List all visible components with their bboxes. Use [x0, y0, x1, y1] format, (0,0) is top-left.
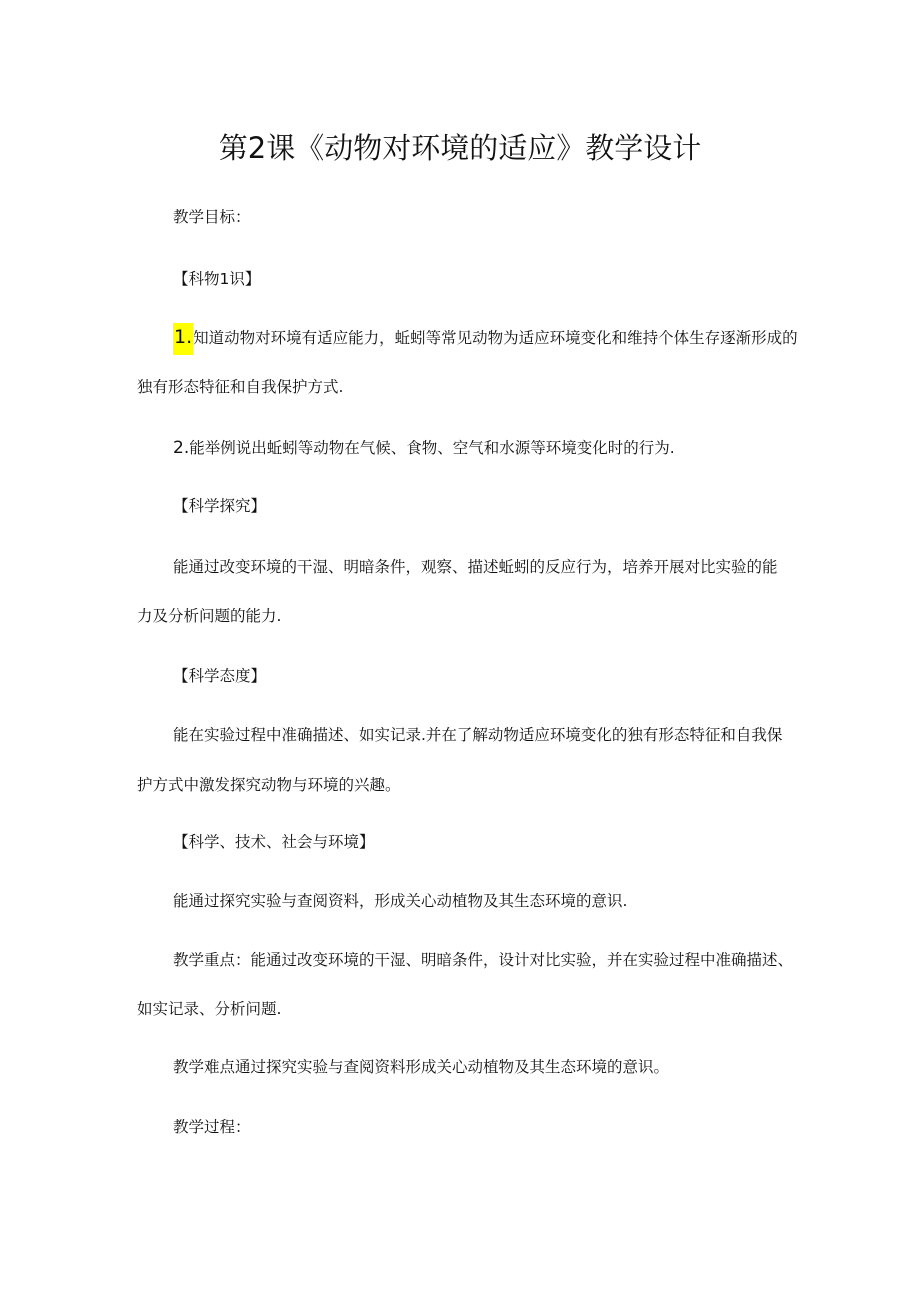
stse-paragraph: 能通过探究实验与查阅资料，形成关心动植物及其生态环境的意识.	[173, 892, 628, 910]
goals-heading: 教学目标：	[173, 208, 251, 226]
difficulty-paragraph: 教学难点通过探究实验与查阅资料形成关心动植物及其生态环境的意识。	[173, 1058, 670, 1076]
process-heading: 教学过程：	[173, 1118, 251, 1136]
stse-heading: 【科学、技术、社会与环境】	[173, 833, 375, 851]
knowledge-item-1-text: 知道动物对环境有适应能力，蚯蚓等常见动物为适应环境变化和维持个体生存逐渐形成的	[193, 329, 798, 347]
knowledge-heading: 【科物1识】	[173, 270, 261, 288]
knowledge-item-1-continuation: 独有形态特征和自我保护方式.	[137, 378, 344, 396]
attitude-heading: 【科学态度】	[173, 667, 267, 685]
inquiry-paragraph-line-2: 力及分析问题的能力.	[137, 607, 282, 625]
inquiry-heading: 【科学探究】	[173, 497, 267, 515]
knowledge-item-1	[173, 325, 798, 350]
knowledge-item-2	[173, 436, 675, 460]
key-points-line-2: 如实记录、分析问题.	[137, 1000, 282, 1018]
attitude-paragraph-line-1: 能在实验过程中准确描述、如实记录.并在了解动物适应环境变化的独有形态特征和自我保	[173, 726, 783, 744]
attitude-paragraph-line-2: 护方式中激发探究动物与环境的兴趣。	[137, 776, 401, 794]
knowledge-item-2-number: 2.	[173, 438, 190, 458]
inquiry-paragraph-line-1: 能通过改变环境的干湿、明暗条件，观察、描述蚯蚓的反应行为，培养开展对比实验的能	[173, 558, 778, 576]
document-title: 第2课《动物对环境的适应》教学设计	[218, 131, 702, 165]
knowledge-item-2-text: 能举例说出蚯蚓等动物在气候、食物、空气和水源等环境变化时的行为.	[189, 439, 675, 457]
key-points-line-1: 教学重点：能通过改变环境的干湿、明暗条件，设计对比实验，并在实验过程中准确描述、	[173, 951, 794, 969]
highlighted-number: 1.	[173, 323, 193, 355]
